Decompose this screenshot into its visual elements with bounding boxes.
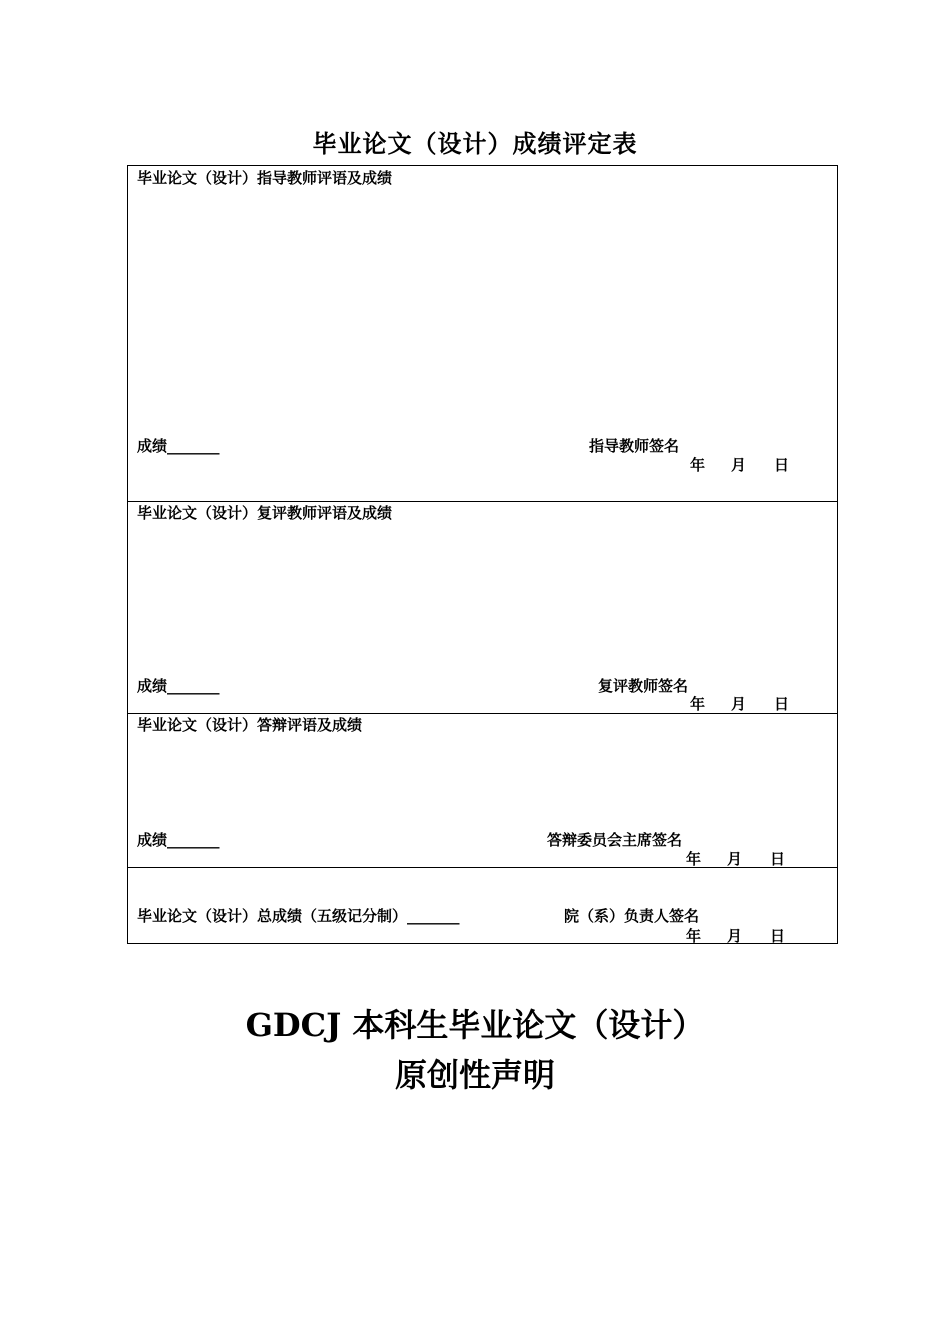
review-date — [690, 695, 789, 713]
grade-evaluation-table — [127, 165, 838, 944]
page-title: 毕业论文（设计）成绩评定表 — [312, 129, 638, 158]
day-label: 日 — [774, 695, 790, 713]
advisor-signature-label: 指导教师签名 — [589, 437, 680, 455]
month-label: 月 — [731, 695, 747, 713]
review-section — [128, 501, 837, 714]
review-heading: 毕业论文（设计）复评教师评语及成绩 — [137, 504, 393, 522]
review-grade-field[interactable]: 成绩_______ — [137, 677, 220, 695]
total-grade-field[interactable]: 毕业论文（设计）总成绩（五级记分制）_______ — [137, 907, 460, 925]
defense-grade-field[interactable]: 成绩_______ — [137, 831, 220, 849]
advisor-heading: 毕业论文（设计）指导教师评语及成绩 — [137, 169, 393, 187]
year-label: 年 — [686, 850, 702, 868]
month-label: 月 — [731, 456, 747, 474]
defense-section — [128, 713, 837, 868]
year-label: 年 — [690, 456, 706, 474]
day-label: 日 — [770, 850, 786, 868]
total-date — [686, 927, 785, 945]
month-label: 月 — [727, 850, 743, 868]
total-section — [128, 867, 837, 943]
declaration-title: GDCJ 本科生毕业论文（设计） — [245, 1006, 705, 1044]
year-label: 年 — [686, 927, 702, 945]
review-signature-label: 复评教师签名 — [598, 677, 689, 695]
day-label: 日 — [770, 927, 786, 945]
declaration-subtitle: 原创性声明 — [394, 1056, 555, 1094]
day-label: 日 — [774, 456, 790, 474]
advisor-date — [690, 456, 789, 474]
dean-signature-label: 院（系）负责人签名 — [564, 907, 700, 925]
defense-date — [686, 850, 785, 868]
advisor-section — [128, 166, 837, 502]
advisor-grade-field[interactable]: 成绩_______ — [137, 437, 220, 455]
defense-heading: 毕业论文（设计）答辩评语及成绩 — [137, 716, 363, 734]
year-label: 年 — [690, 695, 706, 713]
month-label: 月 — [727, 927, 743, 945]
defense-signature-label: 答辩委员会主席签名 — [547, 831, 683, 849]
